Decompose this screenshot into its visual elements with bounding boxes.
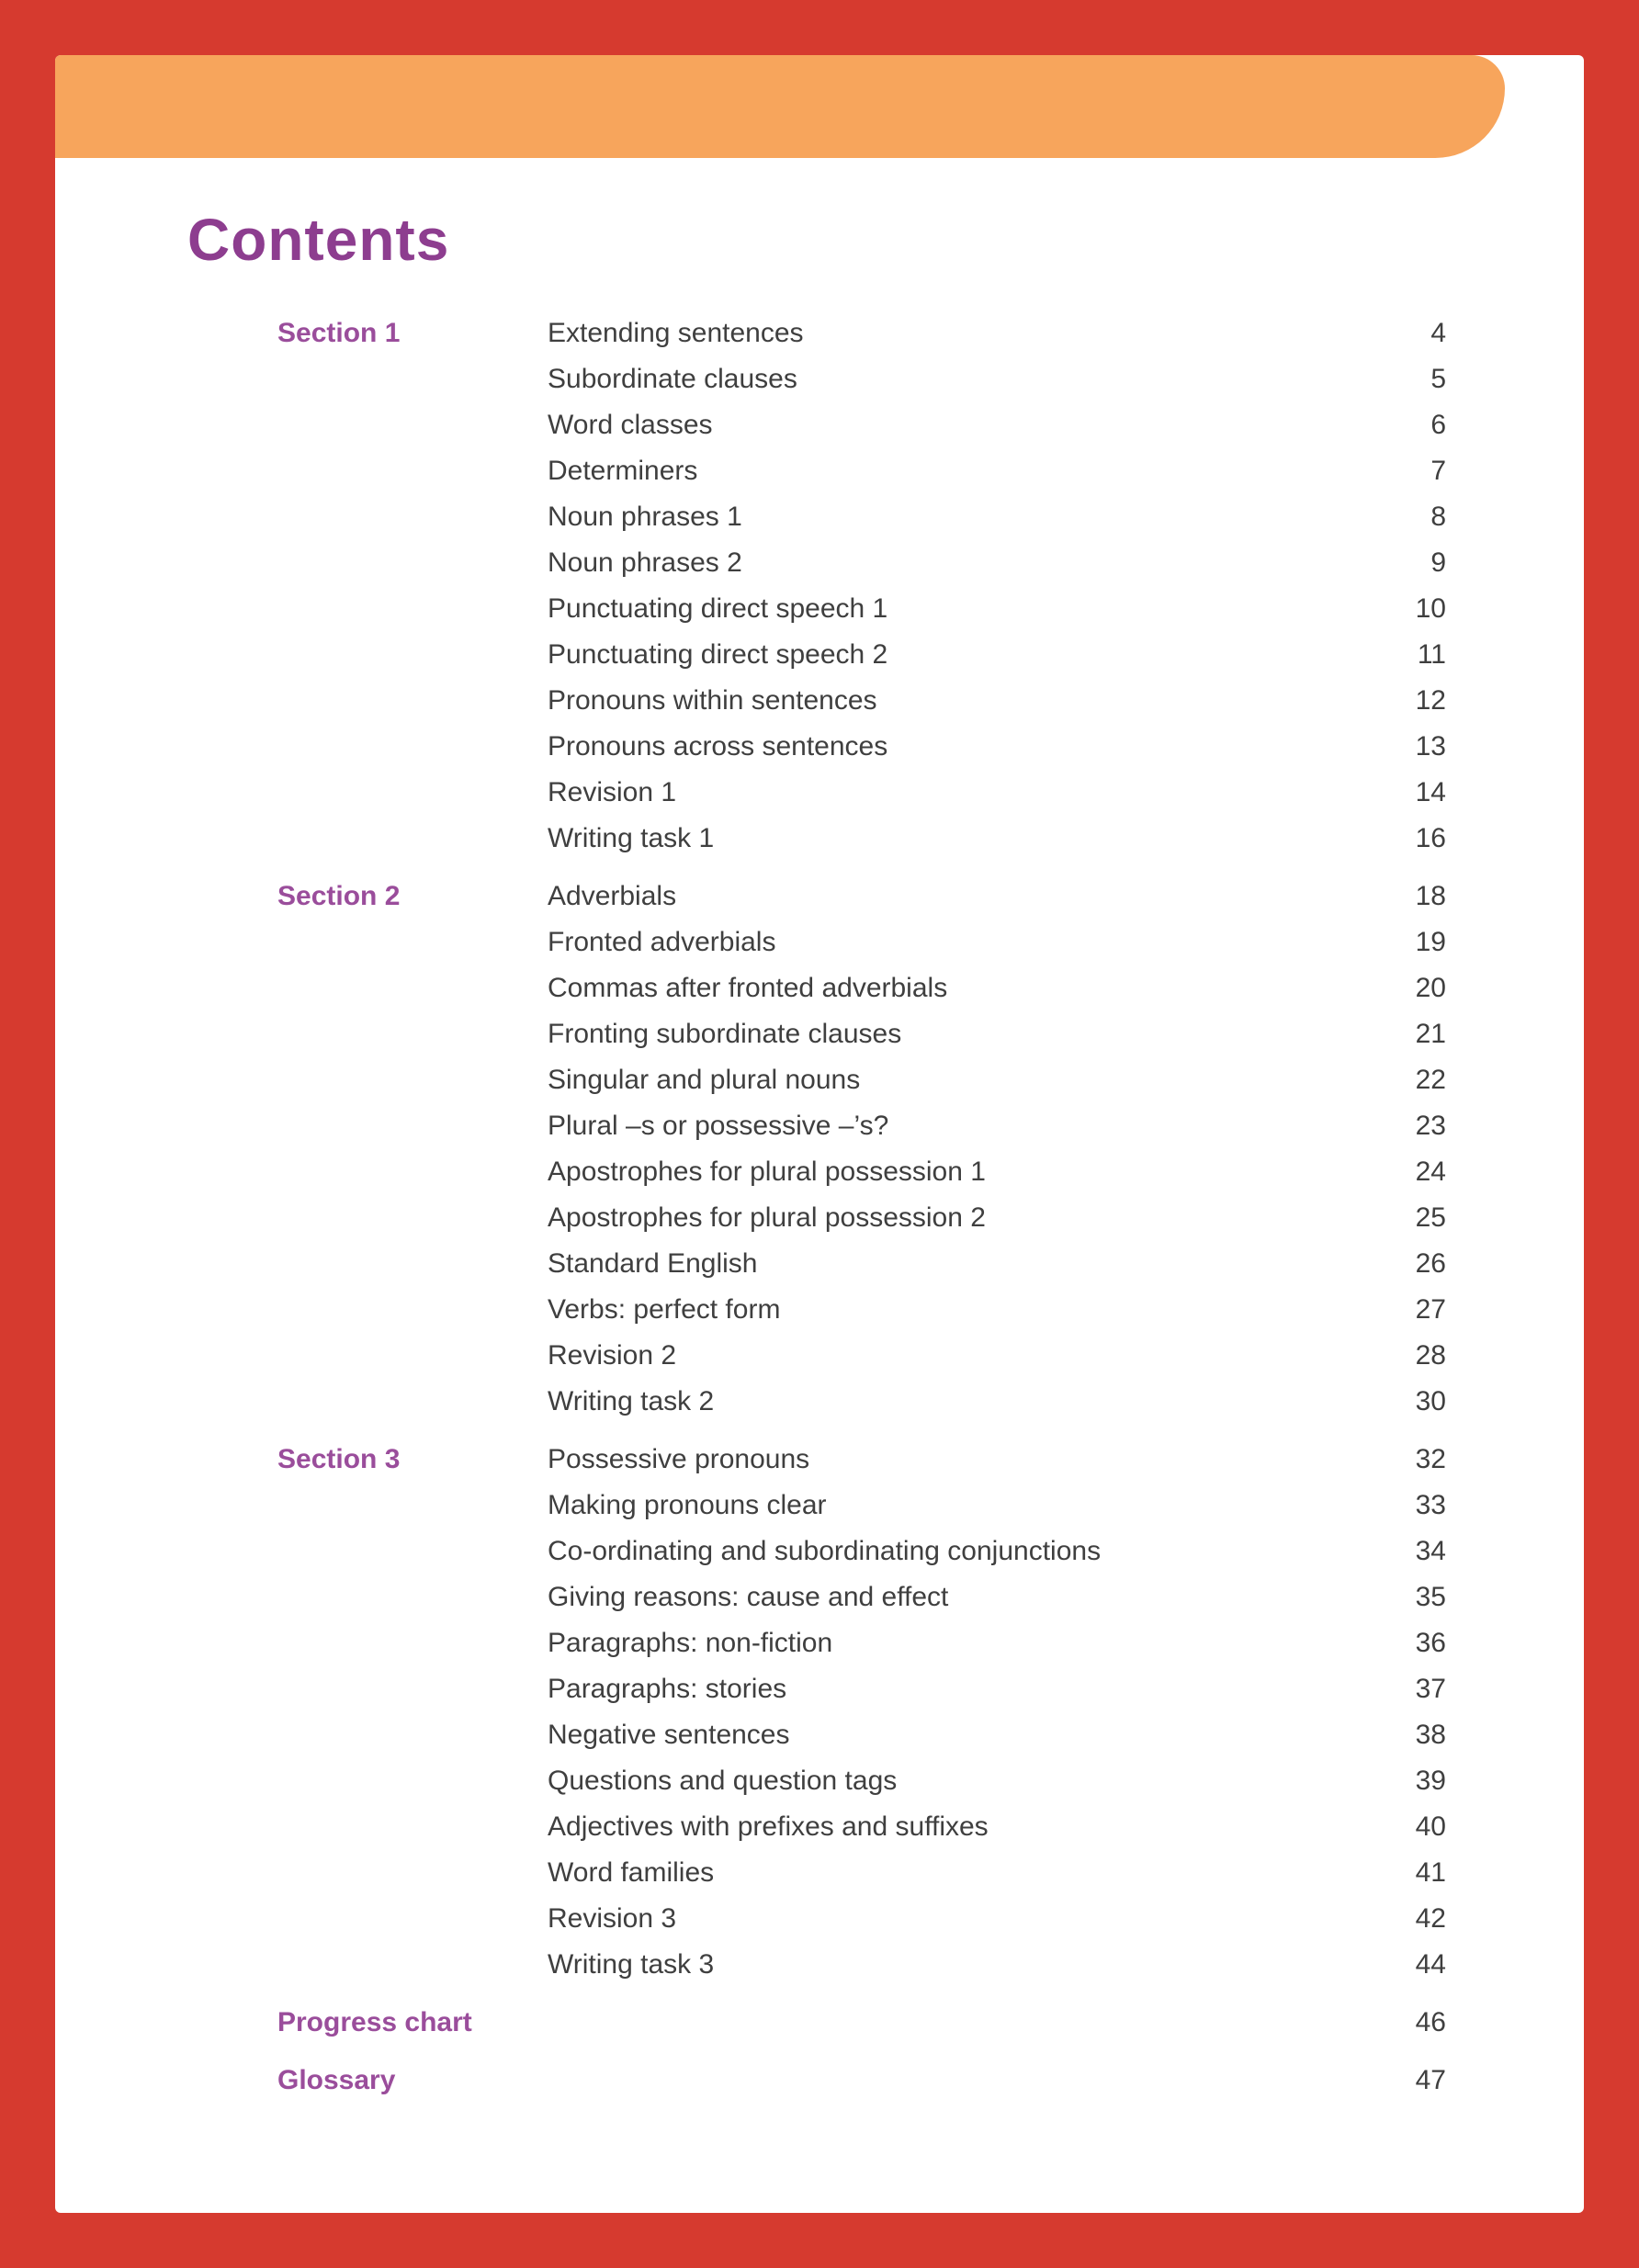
entry-page-number: 21 [1415,1019,1446,1050]
toc-row [277,965,1446,1011]
entry-page-number: 38 [1415,1720,1446,1751]
entry-title: Noun phrases 2 [548,547,742,579]
footer-label: Glossary [277,2065,396,2096]
entry-page-number: 34 [1415,1536,1446,1567]
entry-title: Noun phrases 1 [548,502,742,533]
entry-page-number: 20 [1415,973,1446,1004]
entry-title: Writing task 2 [548,1386,715,1417]
entry-page-number: 41 [1415,1857,1446,1889]
entry-page-number: 26 [1415,1248,1446,1280]
entry-page-number: 10 [1415,593,1446,625]
toc-row [277,1942,1446,1988]
toc-row [277,874,1446,920]
entry-page-number: 32 [1415,1444,1446,1475]
entry-page-number: 22 [1415,1065,1446,1096]
entry-title: Word classes [548,410,713,441]
toc-row [277,1712,1446,1758]
toc-row [277,678,1446,724]
entry-page-number: 47 [1415,2065,1446,2096]
toc-row [277,1057,1446,1103]
toc-row [277,1011,1446,1057]
entry-page-number: 28 [1415,1340,1446,1371]
toc-row [277,1529,1446,1574]
entry-page-number: 12 [1415,685,1446,717]
entry-page-number: 18 [1415,881,1446,912]
entry-title: Apostrophes for plural possession 2 [548,1202,986,1234]
entry-page-number: 24 [1415,1157,1446,1188]
header-bar [55,55,1505,158]
entry-page-number: 23 [1415,1111,1446,1142]
toc-row [277,1333,1446,1379]
page [55,55,1584,2213]
entry-page-number: 42 [1415,1903,1446,1935]
toc-row [277,1379,1446,1425]
toc-row [277,310,1446,356]
toc-footer-row [277,2058,1446,2104]
entry-title: Co-ordinating and subordinating conjunctions [548,1536,1102,1567]
toc-row [277,540,1446,586]
entry-title: Word families [548,1857,715,1889]
entry-title: Singular and plural nouns [548,1065,861,1096]
entry-page-number: 37 [1415,1674,1446,1705]
entry-page-number: 35 [1415,1582,1446,1613]
entry-title: Revision 2 [548,1340,677,1371]
entry-title: Adjectives with prefixes and suffixes [548,1811,989,1843]
toc-row [277,1758,1446,1804]
entry-title: Questions and question tags [548,1766,898,1797]
toc-section [277,310,1446,862]
section-label: Section 3 [277,1444,401,1475]
toc-row [277,724,1446,770]
toc-section [277,1437,1446,1988]
entry-title: Commas after fronted adverbials [548,973,948,1004]
toc-row [277,1149,1446,1195]
toc-row [277,1804,1446,1850]
toc-row [277,402,1446,448]
section-label: Section 2 [277,881,401,912]
toc-row [277,1620,1446,1666]
toc-row [277,816,1446,862]
entry-title: Subordinate clauses [548,364,797,395]
toc-row [277,586,1446,632]
toc-row [277,770,1446,816]
entry-title: Pronouns within sentences [548,685,877,717]
toc-footer-row [277,2000,1446,2046]
entry-page-number: 25 [1415,1202,1446,1234]
entry-page-number: 11 [1417,639,1446,671]
entry-title: Writing task 1 [548,823,715,854]
entry-page-number: 14 [1415,777,1446,808]
toc-section [277,874,1446,1425]
entry-title: Fronting subordinate clauses [548,1019,902,1050]
toc-row [277,1850,1446,1896]
footer-label: Progress chart [277,2007,472,2038]
entry-page-number: 44 [1415,1949,1446,1980]
entry-title: Fronted adverbials [548,927,776,958]
toc-row [277,920,1446,965]
page-title: Contents [187,207,450,273]
entry-title: Adverbials [548,881,677,912]
entry-page-number: 36 [1415,1628,1446,1659]
entry-title: Making pronouns clear [548,1490,827,1521]
entry-page-number: 7 [1430,456,1446,487]
entry-title: Plural –s or possessive –’s? [548,1111,889,1142]
entry-title: Giving reasons: cause and effect [548,1582,949,1613]
toc-row [277,356,1446,402]
entry-title: Possessive pronouns [548,1444,810,1475]
toc-row [277,448,1446,494]
entry-page-number: 40 [1415,1811,1446,1843]
toc-row [277,494,1446,540]
entry-title: Paragraphs: stories [548,1674,787,1705]
entry-page-number: 8 [1430,502,1446,533]
entry-title: Standard English [548,1248,758,1280]
toc-row [277,1437,1446,1483]
entry-title: Determiners [548,456,698,487]
toc-row [277,632,1446,678]
entry-page-number: 13 [1415,731,1446,762]
toc-row [277,1241,1446,1287]
entry-page-number: 33 [1415,1490,1446,1521]
entry-page-number: 6 [1430,410,1446,441]
entry-title: Negative sentences [548,1720,790,1751]
entry-page-number: 4 [1430,318,1446,349]
toc-row [277,1896,1446,1942]
entry-page-number: 16 [1415,823,1446,854]
entry-page-number: 30 [1415,1386,1446,1417]
entry-title: Punctuating direct speech 1 [548,593,888,625]
entry-title: Revision 1 [548,777,677,808]
entry-page-number: 27 [1415,1294,1446,1326]
toc-row [277,1666,1446,1712]
entry-title: Apostrophes for plural possession 1 [548,1157,986,1188]
entry-title: Paragraphs: non-fiction [548,1628,833,1659]
toc-row [277,1287,1446,1333]
entry-page-number: 19 [1415,927,1446,958]
toc-row [277,1103,1446,1149]
section-label: Section 1 [277,318,401,349]
toc-row [277,1195,1446,1241]
entry-title: Pronouns across sentences [548,731,888,762]
toc-row [277,1574,1446,1620]
entry-title: Writing task 3 [548,1949,715,1980]
entry-page-number: 46 [1415,2007,1446,2038]
entry-title: Verbs: perfect form [548,1294,781,1326]
entry-page-number: 9 [1430,547,1446,579]
entry-title: Revision 3 [548,1903,677,1935]
table-of-contents [277,310,1446,2104]
entry-page-number: 5 [1430,364,1446,395]
toc-row [277,1483,1446,1529]
entry-page-number: 39 [1415,1766,1446,1797]
entry-title: Punctuating direct speech 2 [548,639,888,671]
entry-title: Extending sentences [548,318,804,349]
